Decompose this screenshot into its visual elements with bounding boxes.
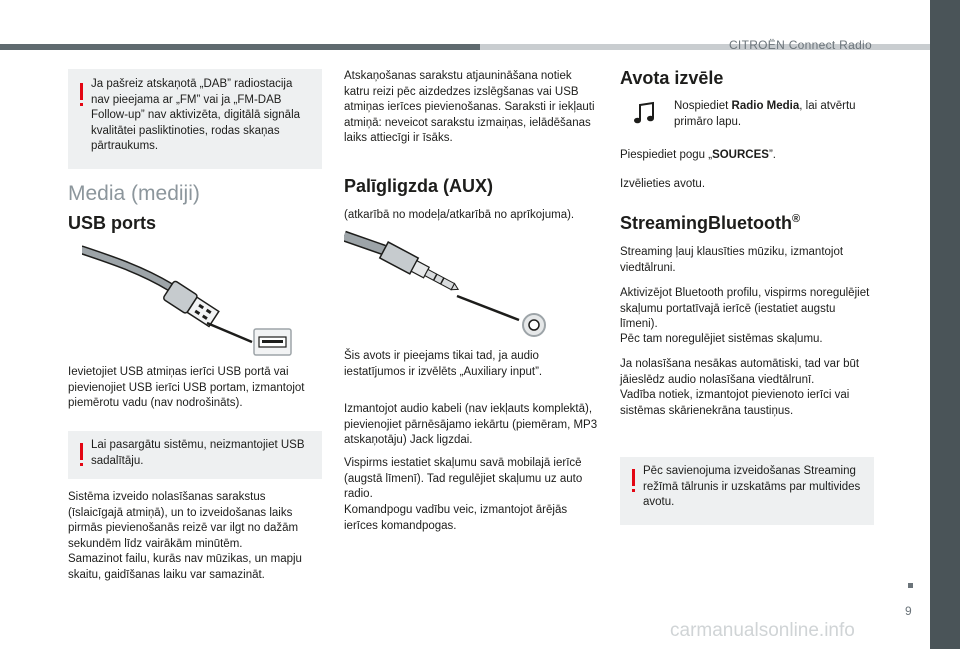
header-title: CITROËN Connect Radio bbox=[728, 38, 872, 52]
aux-heading: Palīgligzda (AUX) bbox=[344, 176, 494, 196]
music-note-icon bbox=[633, 101, 657, 125]
source-press-text: Nospiediet Radio Media, lai atvērtu primāro lapu. bbox=[674, 100, 856, 128]
usb-text: Ievietojiet USB atmiņas ierīci USB portā vai pievienojiet USB ierīci USB portam, izmantojot piemērotu vadu (nav nodrošināts). bbox=[68, 366, 305, 409]
bt-text-2: Aktivizējot Bluetooth profilu, vispirms noregulējiet skaļumu portatīvajā ierīcē (iestatiet augstu līmeni). bbox=[620, 287, 870, 330]
watermark: carmanualsonline.info bbox=[670, 620, 855, 641]
warning-note bbox=[68, 431, 322, 479]
playlist-text: Sistēma izveido nolasīšanas sarakstus (īslaicīgajā atmiņā), un to izveidošanas laiks pirmās pievienošanās reizē var ilgt no dažām sekundēm līdz vairākām minūtēm. bbox=[68, 491, 299, 550]
note-text: Lai pasargātu sistēmu, neizmantojiet USB sadalītāju. bbox=[91, 439, 305, 467]
playlist-text-2: Samazinot failu, kurās nav mūzikas, un mapju skaitu, gaidīšanas laiku var samazināt. bbox=[68, 553, 302, 581]
usb-plug-illustration bbox=[82, 245, 297, 360]
jack-plug-illustration bbox=[344, 228, 549, 338]
warning-note bbox=[68, 69, 322, 169]
page-number: 9 bbox=[905, 604, 912, 618]
bt-text-3: Pēc tam noregulējiet sistēmas skaļumu. bbox=[620, 333, 823, 345]
aux-text-1: Šis avots ir pieejams tikai tad, ja audio iestatījumos ir izvēlēts „Auxiliary input”. bbox=[344, 350, 543, 378]
update-text: Atskaņošanas sarakstu atjaunināšana notiek katru reizi pēc aizdedzes izslēgšanas vai USB atmiņas ierīces pievienošanas. Saraksti ir iekļauti atmiņā: neveicot sarakstu izmaiņas, ielādēšanas laiks attiecīgi ir īsāks. bbox=[344, 70, 595, 144]
sources-label: SOURCES bbox=[712, 149, 769, 161]
warning-icon bbox=[79, 83, 83, 107]
section-title: Media (mediji) bbox=[68, 182, 200, 205]
warning-icon bbox=[79, 443, 83, 467]
bluetooth-heading: StreamingBluetooth® bbox=[620, 213, 801, 233]
choose-source-text: Izvēlieties avotu. bbox=[620, 178, 706, 190]
bt-text-5: Vadība notiek, izmantojot pievienoto ierīci vai sistēmas skārienekrāna taustiņus. bbox=[620, 389, 850, 417]
sources-button-text: Piespiediet pogu „SOURCES”. bbox=[620, 149, 776, 161]
warning-icon bbox=[631, 469, 635, 493]
aux-text-3: Vispirms iestatiet skaļumu savā mobilajā ierīcē (augstā līmenī). Tad regulējiet skaļumu uz auto radio. bbox=[344, 457, 583, 500]
continue-marker bbox=[908, 583, 913, 588]
radio-media-label: Radio Media bbox=[731, 100, 800, 112]
note-text: Ja pašreiz atskaņotā „DAB” radiostacija nav pieejama ar „FM” vai ja „FM-DAB Follow-up” nav aktivizēta, digitālā signāla kvalitātei pasliktinoties, rodas skaņas pārtraukums. bbox=[91, 78, 301, 152]
source-heading: Avota izvēle bbox=[620, 68, 724, 88]
aux-subtitle: (atkarībā no modeļa/atkarībā no aprīkojuma). bbox=[344, 209, 575, 221]
bt-text-4: Ja nolasīšana nesākas automātiski, tad var būt jāieslēdz audio nolasīšana viedtālrunī. bbox=[620, 358, 860, 386]
header-bar-dark bbox=[0, 44, 480, 50]
usb-heading: USB ports bbox=[68, 213, 157, 233]
note-text: Pēc savienojuma izveidošanas Streaming režīmā tālrunis ir uzskatāms par multivides avotu. bbox=[643, 465, 861, 508]
page-edge-band bbox=[930, 0, 960, 649]
warning-note bbox=[620, 457, 874, 525]
bt-text-1: Streaming ļauj klausīties mūziku, izmantojot viedtālruni. bbox=[620, 246, 844, 274]
aux-text-2: Izmantojot audio kabeli (nav iekļauts komplektā), pievienojiet pārnēsājamo iekārtu (piemēram, MP3 atskaņotāju) Jack ligzdai. bbox=[344, 403, 598, 446]
aux-text-4: Komandpogu vadību veic, izmantojot ārējās ierīces komandpogas. bbox=[344, 504, 568, 532]
